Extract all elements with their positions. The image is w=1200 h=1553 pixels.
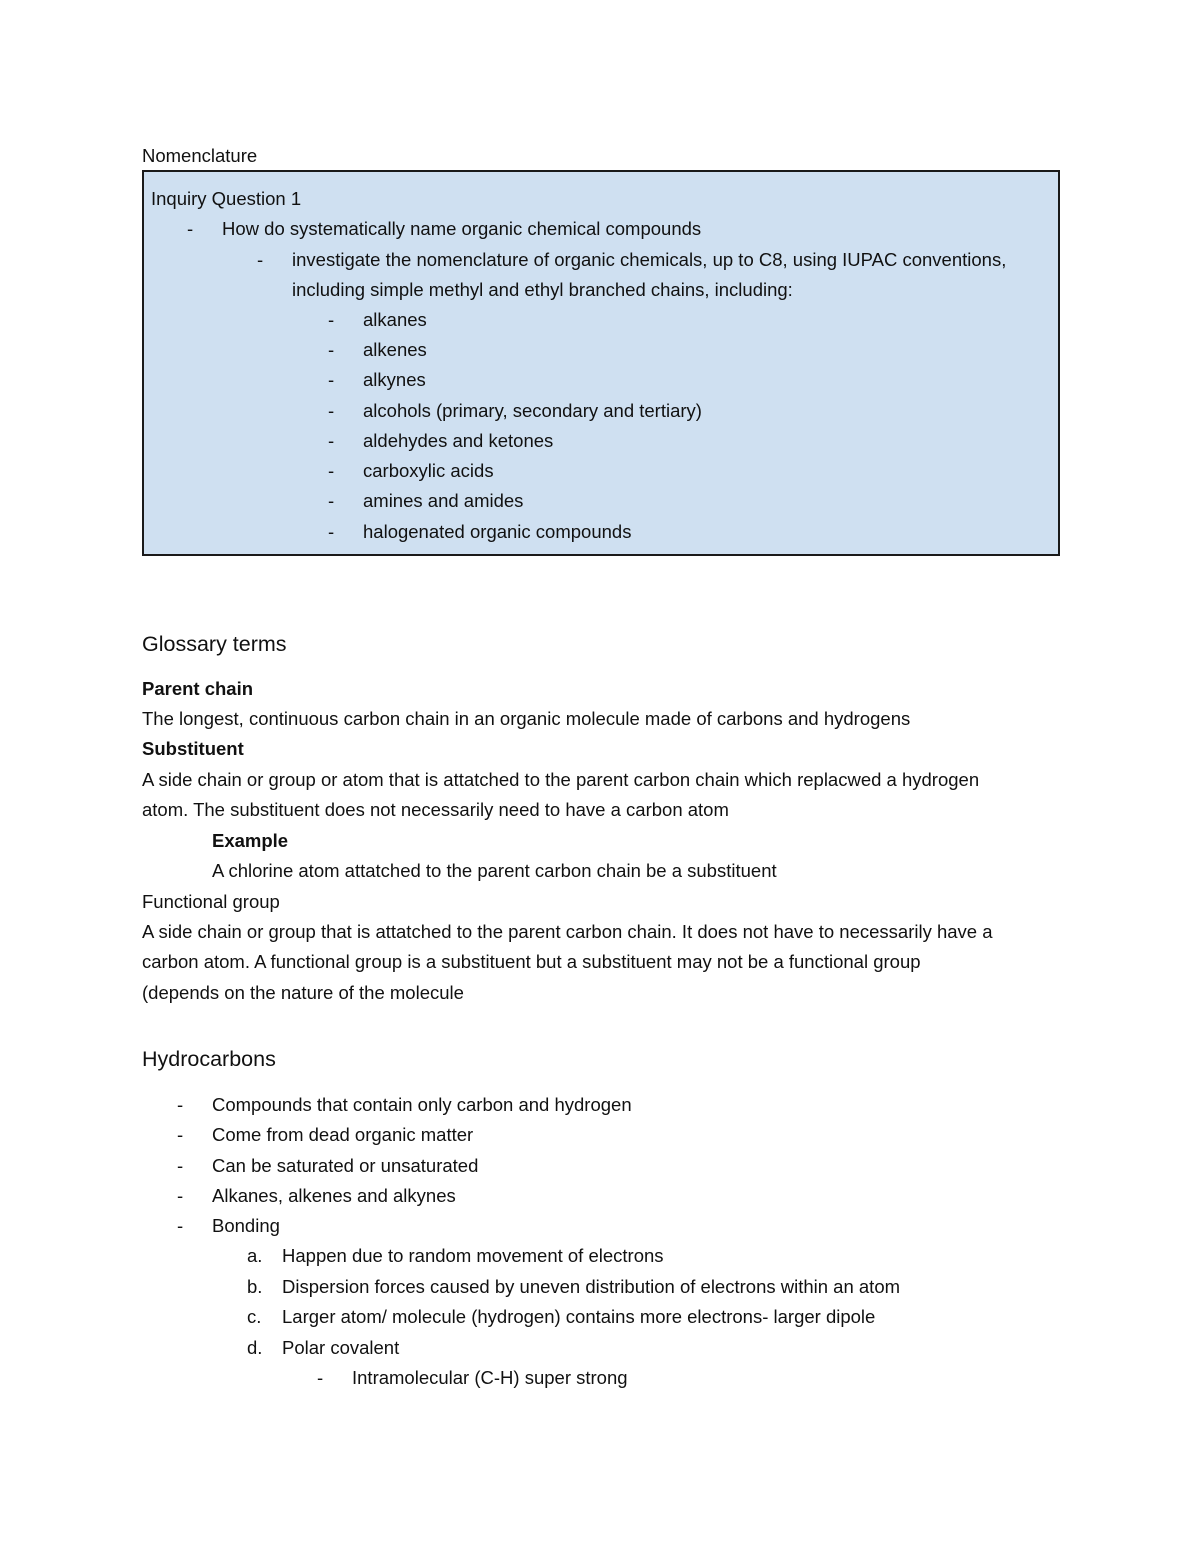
glossary-def-substituent-line1: A side chain or group or atom that is attatched to the parent carbon chain which replacwed a hydrogen — [142, 769, 980, 790]
bonding-item: Polar covalent — [282, 1337, 400, 1358]
bonding-item: Dispersion forces caused by uneven distribution of electrons within an atom — [282, 1276, 901, 1297]
bullet-dash: - — [328, 339, 335, 360]
example-label: Example — [212, 830, 289, 851]
bullet-dash: - — [177, 1094, 184, 1115]
page-title: Nomenclature — [142, 145, 258, 166]
glossary-term-parent-chain: Parent chain — [142, 678, 254, 699]
inquiry-item: aldehydes and ketones — [363, 430, 554, 451]
glossary-def-functional-group-line1: A side chain or group that is attatched to the parent carbon chain. It does not have to necessarily have a — [142, 921, 993, 942]
bullet-dash: - — [187, 218, 194, 239]
glossary-def-functional-group-line3: (depends on the nature of the molecule — [142, 982, 464, 1003]
glossary-term-functional-group: Functional group — [142, 891, 280, 912]
hydrocarbons-bullet: Come from dead organic matter — [212, 1124, 474, 1145]
bullet-dash: - — [177, 1185, 184, 1206]
inquiry-item: alkynes — [363, 369, 426, 390]
glossary-def-parent-chain: The longest, continuous carbon chain in an organic molecule made of carbons and hydrogens — [142, 708, 911, 729]
bullet-dash: - — [177, 1215, 184, 1236]
bonding-marker: d. — [247, 1337, 263, 1358]
bonding-item: Happen due to random movement of electrons — [282, 1245, 664, 1266]
bullet-dash: - — [257, 249, 264, 270]
glossary-term-substituent: Substituent — [142, 738, 244, 759]
inquiry-outcome-line2: including simple methyl and ethyl branched chains, including: — [292, 279, 793, 300]
hydrocarbons-bullet: Alkanes, alkenes and alkynes — [212, 1185, 456, 1206]
inquiry-item: halogenated organic compounds — [363, 521, 632, 542]
bullet-dash: - — [328, 490, 335, 511]
example-text: A chlorine atom attatched to the parent carbon chain be a substituent — [212, 860, 777, 881]
glossary-def-substituent-line2: atom. The substituent does not necessarily need to have a carbon atom — [142, 799, 729, 820]
inquiry-item: amines and amides — [363, 490, 524, 511]
hydrocarbons-bullet: Can be saturated or unsaturated — [212, 1155, 479, 1176]
hydrocarbons-bullet: Bonding — [212, 1215, 280, 1236]
hydrocarbons-heading: Hydrocarbons — [142, 1047, 276, 1071]
glossary-def-functional-group-line2: carbon atom. A functional group is a substituent but a substituent may not be a functional group — [142, 951, 921, 972]
bullet-dash: - — [317, 1367, 324, 1388]
bullet-dash: - — [177, 1124, 184, 1145]
bonding-marker: b. — [247, 1276, 263, 1297]
inquiry-item: alcohols (primary, secondary and tertiary) — [363, 400, 702, 421]
bullet-dash: - — [328, 369, 335, 390]
bonding-marker: c. — [247, 1306, 262, 1327]
bullet-dash: - — [328, 460, 335, 481]
inquiry-title: Inquiry Question 1 — [151, 188, 302, 209]
polar-subitem: Intramolecular (C-H) super strong — [352, 1367, 628, 1388]
bonding-item: Larger atom/ molecule (hydrogen) contains more electrons- larger dipole — [282, 1306, 876, 1327]
bullet-dash: - — [177, 1155, 184, 1176]
hydrocarbons-bullet: Compounds that contain only carbon and hydrogen — [212, 1094, 632, 1115]
inquiry-item: alkanes — [363, 309, 427, 330]
bullet-dash: - — [328, 400, 335, 421]
inquiry-outcome-line1: investigate the nomenclature of organic chemicals, up to C8, using IUPAC conventions, — [292, 249, 1007, 270]
inquiry-item: carboxylic acids — [363, 460, 494, 481]
bullet-dash: - — [328, 521, 335, 542]
glossary-heading: Glossary terms — [142, 632, 287, 656]
bonding-marker: a. — [247, 1245, 263, 1266]
bullet-dash: - — [328, 309, 335, 330]
bullet-dash: - — [328, 430, 335, 451]
inquiry-item: alkenes — [363, 339, 427, 360]
inquiry-question: How do systematically name organic chemical compounds — [222, 218, 702, 239]
